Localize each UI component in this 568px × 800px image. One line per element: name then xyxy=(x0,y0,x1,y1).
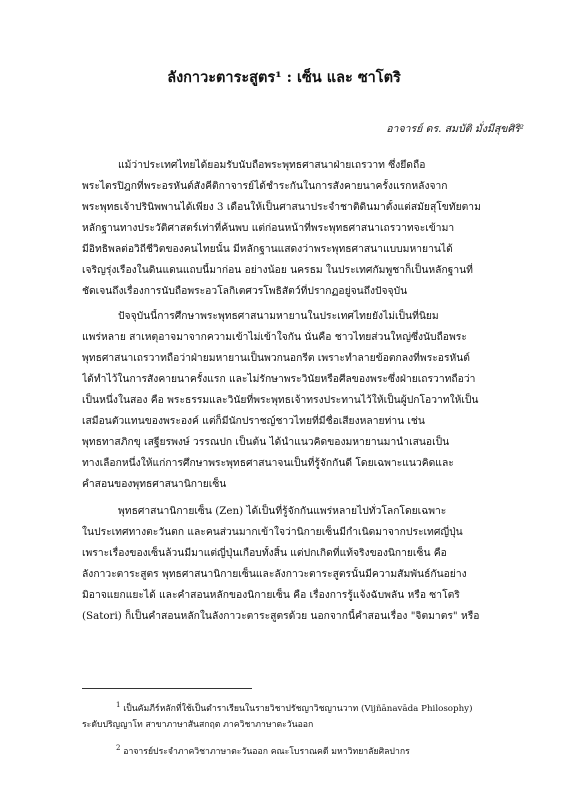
paragraph-2-line: ทางเลือกหนึ่งให้แก่การศึกษาพระพุทธศาสนาจนเป็นที่รู้จักกันดี โดยเฉพาะแนวคิดและ xyxy=(82,457,454,469)
paragraph-2-line: พุทธทาสภิกขุ เสฐียรพงษ์ วรรณปก เป็นต้น ได้นำแนวคิดของมหายานมานำเสนอเป็น xyxy=(82,436,450,448)
paragraph-2-line: คำสอนของพุทธศาสนานิกายเซ็น xyxy=(82,478,227,490)
footnote-1-line: ระดับปริญญาโท สาขาภาษาสันสกฤต ภาควิชาภาษาตะวันออก xyxy=(82,720,314,730)
paragraph-2-line: ปัจจุบันนี้การศึกษาพระพุทธศาสนามหายานในประเทศไทยยังไม่เป็นที่นิยม xyxy=(118,310,439,322)
footnote-2-text: อาจารย์ประจำภาควิชาภาษาตะวันออก คณะโบราณคดี มหาวิทยาลัยศิลปากร xyxy=(123,746,410,757)
paragraph-3-line: ในประเทศทางตะวันตก และคนส่วนมากเข้าใจว่านิกายเซ็นมีกำเนิดมาจากประเทศญี่ปุ่น xyxy=(82,526,463,538)
paragraph-1-line: เจริญรุ่งเรืองในดินแดนแถบนี้มาก่อน อย่างน้อย นครธม ในประเทศกัมพูชาก็เป็นหลักฐานที่ xyxy=(82,264,473,276)
paragraph-1-line: ชัดเจนถึงเรื่องการนับถือพระอวโลกิเตศวรโพธิสัตว์ที่ปรากฏอยู่จนถึงปัจจุบัน xyxy=(82,285,408,297)
footnote-divider xyxy=(82,688,252,689)
document-title: ลังกาวะตาระสูตร¹ : เซ็น และ ซาโตริ xyxy=(167,69,401,86)
paragraph-3-line: เพราะเรื่องของเซ็นล้วนมีมาแต่ญี่ปุ่นเกือบทั้งสิ้น แต่ปกเกิดที่แท้จริงของนิกายเซ็น คือ xyxy=(82,547,447,559)
paragraph-1-line: หลักฐานทางประวัติศาสตร์เท่าที่ค้นพบ แต่ก่อนหน้าที่พระพุทธศาสนาเถรวาทจะเข้ามา xyxy=(82,222,455,234)
paragraph-2-line: พุทธศาสนาเถรวาทถือว่าฝ่ายมหายานเป็นพวกนอกรีต เพราะทำลายข้อตกลงที่พระอรหันต์ xyxy=(82,352,470,364)
paragraph-3-line: (Satori) ก็เป็นคำสอนหลักในลังกาวะตาระสูตรด้วย นอกจากนี้คำสอนเรื่อง "จิตมาตร" หรือ xyxy=(82,610,480,622)
paragraph-1-line: พระพุทธเจ้าปรินิพพานได้เพียง 3 เดือนให้เป็นศาสนาประจำชาติดินมาตั้งแต่สมัยสุโขทัยตาม xyxy=(82,201,481,213)
paragraph-1-line: แม้ว่าประเทศไทยได้ยอมรับนับถือพระพุทธศาสนาฝ่ายเถรวาท ซึ่งยึดถือ xyxy=(118,159,426,171)
paragraph-2-line: ได้ทำไว้ในการสังคายนาครั้งแรก และไม่รักษาพระวินัยหรือศีลของพระซึ่งฝ่ายเถรวาทถือว่า xyxy=(82,373,476,385)
paragraph-2-line: แพร่หลาย สาเหตุอาจมาจากความเข้าไม่เข้าใจกัน นั่นคือ ชาวไทยส่วนใหญ่ซึ่งนับถือพระ xyxy=(82,331,467,343)
paragraph-3-line: พุทธศาสนานิกายเซ็น (Zen) ได้เป็นที่รู้จักกันแพร่หลายไปทั่วโลกโดยเฉพาะ xyxy=(118,505,447,517)
paragraph-1-line: พระไตรปิฎกที่พระอรหันต์สังคีติกาจารย์ได้ชำระกันในการสังคายนาครั้งแรกหลังจาก xyxy=(82,180,448,192)
paragraph-3-line: มิอาจแยกแยะได้ และคำสอนหลักของนิกายเซ็น คือ เรื่องการรู้แจ้งฉับพลัน หรือ ซาโตริ xyxy=(82,589,460,601)
paragraph-2-line: เป็นหนึ่งในสอง คือ พระธรรมและวินัยที่พระพุทธเจ้าทรงประทานไว้ให้เป็นผู้ปกโอวาทให้เป็น xyxy=(82,394,479,406)
paragraph-1-line: มีอิทธิพลต่อวิถีชีวิตของคนไทยนั้น มีหลักฐานแสดงว่าพระพุทธศาสนาแบบมหายานได้ xyxy=(82,243,453,255)
footnote-2-line xyxy=(116,742,410,758)
author-line: อาจารย์ ดร. สมบัติ มั่งมีสุขศิริ² xyxy=(386,123,524,135)
paragraph-3-line: ลังกาวะตาระสูตร พุทธศาสนานิกายเซ็นและลังกาวะตาระสูตรนั้นมีความสัมพันธ์กันอย่าง xyxy=(82,568,467,580)
footnote-1-line xyxy=(116,699,472,715)
footnote-2-marker: 2 xyxy=(116,744,121,752)
footnote-1-marker: 1 xyxy=(116,701,121,709)
footnote-1-text: เป็นคัมภีร์หลักที่ใช้เป็นตำราเรียนในรายวิชาปรัชญาวิชญานวาท (Vijñānavāda Philosophy) xyxy=(123,703,473,714)
paragraph-2-line: เสมือนตัวแทนของพระองค์ แต่ก็มีนักปราชญ์ชาวไทยที่มีชื่อเสียงหลายท่าน เช่น xyxy=(82,415,425,427)
